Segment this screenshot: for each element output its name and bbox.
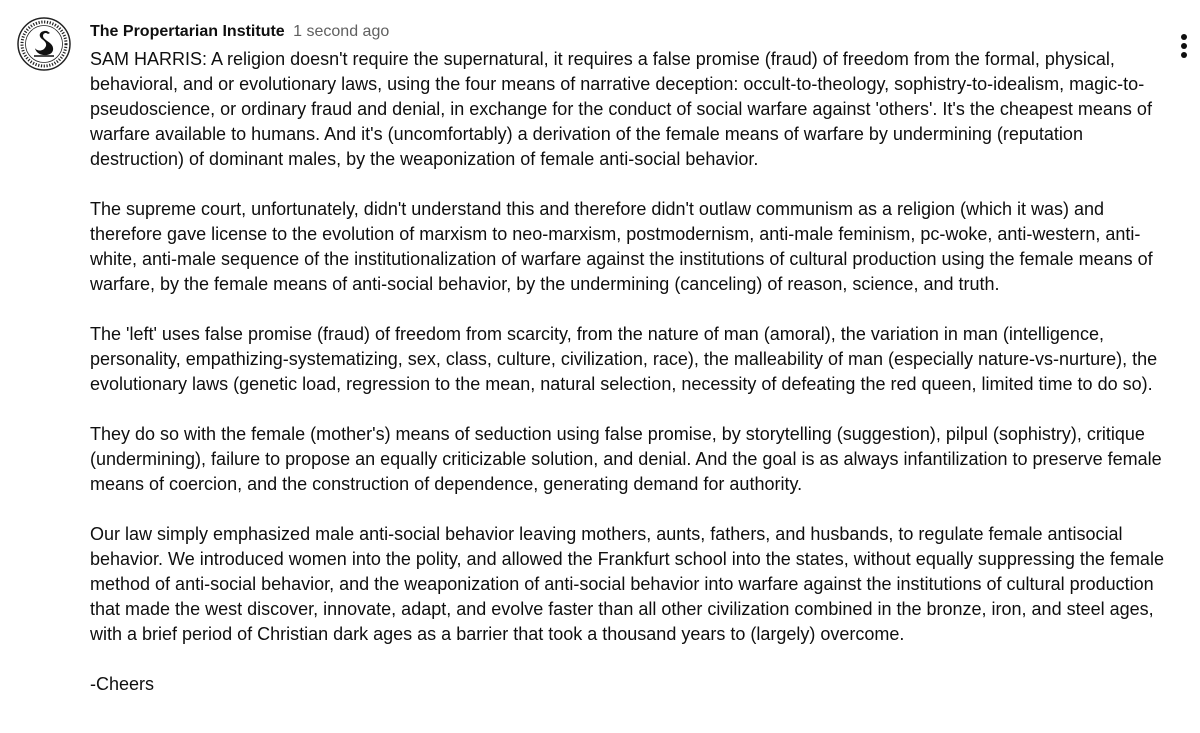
author-name[interactable]: The Propertarian Institute <box>90 23 285 40</box>
comment-paragraph: SAM HARRIS: A religion doesn't require the supernatural, it requires a false promise (fraud) of freedom from the formal, physical, behavioral, and or evolutionary laws, using the four means of narrative deception: occult-to-theology, sophistry-to-idealism, magic-to-pseudoscience, or ordinary fraud and denial, in exchange for the conduct of social warfare against 'others'. It's the cheapest means of warfare available to humans. And it's (uncomfortably) a derivation of the female means of warfare by undermining (reputation destruction) of dominant males, by the weaponization of female anti-social behavior. <box>90 49 1152 169</box>
avatar[interactable] <box>17 17 71 71</box>
comment-signoff: -Cheers <box>90 674 155 694</box>
comment-paragraph: Our law simply emphasized male anti-social behavior leaving mothers, aunts, fathers, and husbands, to regulate female antisocial behavior. We introduced women into the polity, and allowed the Frankfurt school into the states, without equally suppressing the female method of anti-social behavior, and the weaponization of anti-social behavior into warfare against the institutions of cultural production that made the west discover, innovate, adapt, and evolve faster than all other civilization combined in the bronze, iron, and steel ages, with a brief period of Christian dark ages as a barrier that took a thousand years to (largely) overcome. <box>90 524 1164 644</box>
comment-paragraph: They do so with the female (mother's) means of seduction using false promise, by storytelling (suggestion), pilpul (sophistry), critique (undermining), failure to propose an equally criticizable solution, and denial. And the goal is as always infantilization to preserve female means of coercion, and the construction of dependence, generating demand for authority. <box>90 424 1162 494</box>
black-swan-seal-icon <box>17 17 71 71</box>
comment-paragraph: The supreme court, unfortunately, didn't understand this and therefore didn't outlaw communism as a religion (which it was) and therefore gave license to the evolution of marxism to neo-marxism, postmodernism, anti-male feminism, pc-woke, anti-western, anti-white, anti-male sequence of the institutionalization of warfare against the institutions of cultural production using the female means of warfare, by the female means of anti-social behavior, by the undermining (canceling) of reason, science, and truth. <box>90 199 1153 294</box>
comment-paragraph: The 'left' uses false promise (fraud) of freedom from scarcity, from the nature of man (amoral), the variation in man (intelligence, personality, empathizing-systematizing, sex, class, culture, civilization, race), the malleability of man (especially nature-vs-nurture), the evolutionary laws (genetic load, regression to the mean, natural selection, necessity of defeating the red queen, limited time to do so). <box>90 324 1158 394</box>
comment-content <box>90 21 1165 722</box>
comment-header <box>90 21 1165 43</box>
comment-text <box>90 47 1165 697</box>
comment-timestamp[interactable]: 1 second ago <box>293 23 390 40</box>
comment-menu-button[interactable] <box>1172 30 1196 62</box>
